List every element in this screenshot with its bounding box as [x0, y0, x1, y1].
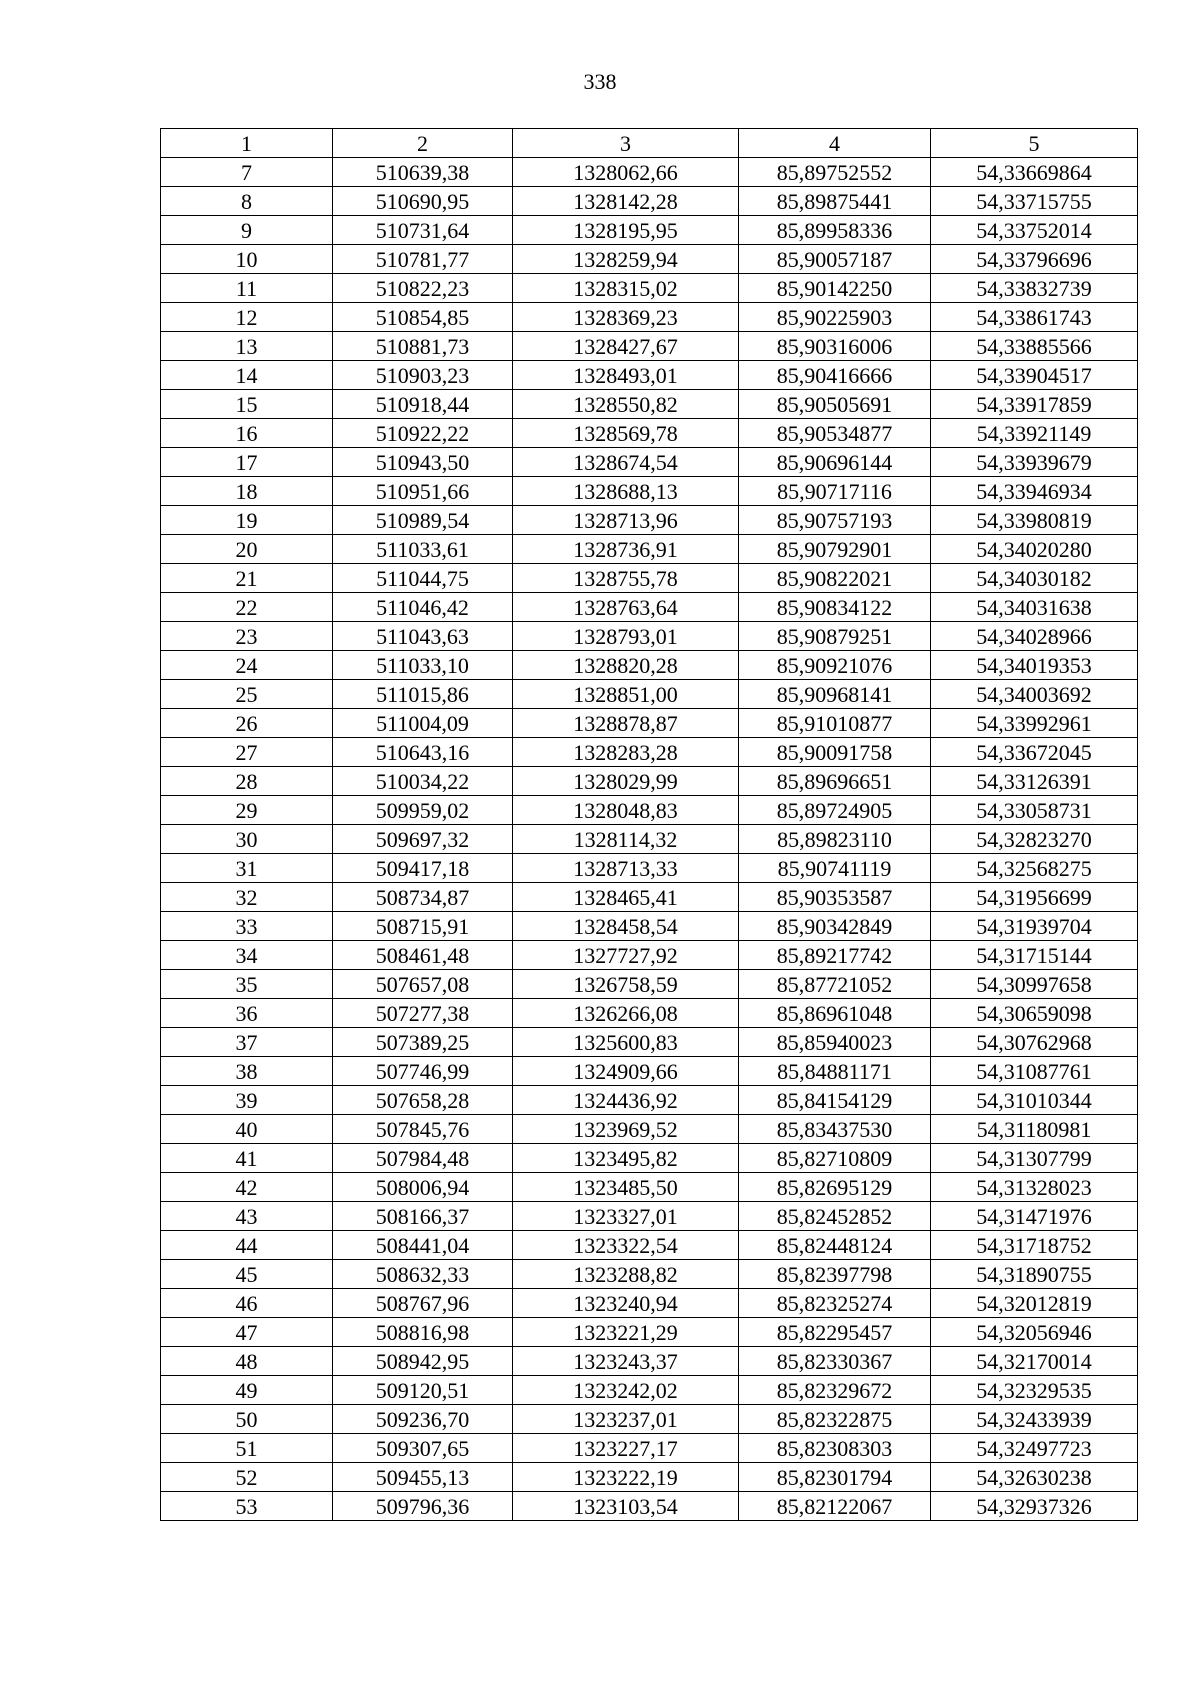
- table-cell: 507746,99: [333, 1057, 513, 1086]
- table-cell: 511044,75: [333, 564, 513, 593]
- table-cell: 507984,48: [333, 1144, 513, 1173]
- table-cell: 85,82295457: [739, 1318, 931, 1347]
- table-cell: 1323237,01: [513, 1405, 739, 1434]
- table-row: [161, 1318, 1138, 1347]
- table-cell: 507657,08: [333, 970, 513, 999]
- table-cell: 54,32056946: [931, 1318, 1138, 1347]
- table-cell: 507845,76: [333, 1115, 513, 1144]
- table-cell: 1328369,23: [513, 303, 739, 332]
- table-cell: 54,34031638: [931, 593, 1138, 622]
- table-cell: 54,32937326: [931, 1492, 1138, 1521]
- table-cell: 510639,38: [333, 158, 513, 187]
- table-cell: 47: [161, 1318, 333, 1347]
- column-header: 1: [161, 129, 333, 158]
- table-cell: 1328793,01: [513, 622, 739, 651]
- table-row: [161, 883, 1138, 912]
- table-cell: 85,90921076: [739, 651, 931, 680]
- table-cell: 85,86961048: [739, 999, 931, 1028]
- table-cell: 20: [161, 535, 333, 564]
- table-cell: 22: [161, 593, 333, 622]
- table-cell: 1323485,50: [513, 1173, 739, 1202]
- table-row: [161, 1463, 1138, 1492]
- table-cell: 54,32630238: [931, 1463, 1138, 1492]
- table-cell: 1328763,64: [513, 593, 739, 622]
- table-cell: 85,82325274: [739, 1289, 931, 1318]
- table-cell: 85,90757193: [739, 506, 931, 535]
- table-cell: 1328713,33: [513, 854, 739, 883]
- table-cell: 85,89696651: [739, 767, 931, 796]
- table-cell: 54,33885566: [931, 332, 1138, 361]
- table-cell: 510943,50: [333, 448, 513, 477]
- table-cell: 14: [161, 361, 333, 390]
- table-cell: 85,90792901: [739, 535, 931, 564]
- table-cell: 54,32012819: [931, 1289, 1138, 1318]
- table-cell: 507389,25: [333, 1028, 513, 1057]
- table-cell: 36: [161, 999, 333, 1028]
- table-cell: 85,82122067: [739, 1492, 931, 1521]
- table-cell: 1323240,94: [513, 1289, 739, 1318]
- table-cell: 1323327,01: [513, 1202, 739, 1231]
- table-cell: 1326758,59: [513, 970, 739, 999]
- table-cell: 510690,95: [333, 187, 513, 216]
- table-cell: 13: [161, 332, 333, 361]
- table-cell: 54,32170014: [931, 1347, 1138, 1376]
- table-cell: 30: [161, 825, 333, 854]
- table-cell: 54,33980819: [931, 506, 1138, 535]
- table-row: [161, 419, 1138, 448]
- table-cell: 508632,33: [333, 1260, 513, 1289]
- table-cell: 1323227,17: [513, 1434, 739, 1463]
- table-cell: 1328550,82: [513, 390, 739, 419]
- table-row: [161, 854, 1138, 883]
- table-cell: 510918,44: [333, 390, 513, 419]
- table-cell: 85,90505691: [739, 390, 931, 419]
- table-cell: 54,34019353: [931, 651, 1138, 680]
- table-cell: 85,90225903: [739, 303, 931, 332]
- table-cell: 54,33939679: [931, 448, 1138, 477]
- table-cell: 54,31718752: [931, 1231, 1138, 1260]
- table-cell: 54,31471976: [931, 1202, 1138, 1231]
- table-row: [161, 158, 1138, 187]
- table-cell: 1328458,54: [513, 912, 739, 941]
- table-row: [161, 941, 1138, 970]
- table-cell: 1328851,00: [513, 680, 739, 709]
- table-row: [161, 477, 1138, 506]
- table-cell: 54,33861743: [931, 303, 1138, 332]
- table-cell: 34: [161, 941, 333, 970]
- table-row: [161, 1028, 1138, 1057]
- column-header: 3: [513, 129, 739, 158]
- table-cell: 1328674,54: [513, 448, 739, 477]
- table-cell: 1323322,54: [513, 1231, 739, 1260]
- table-cell: 54,33832739: [931, 274, 1138, 303]
- table-cell: 54,34028966: [931, 622, 1138, 651]
- table-cell: 85,89875441: [739, 187, 931, 216]
- table-cell: 85,84154129: [739, 1086, 931, 1115]
- table-cell: 21: [161, 564, 333, 593]
- table-cell: 1328315,02: [513, 274, 739, 303]
- table-row: [161, 796, 1138, 825]
- table-cell: 510951,66: [333, 477, 513, 506]
- table-cell: 85,89752552: [739, 158, 931, 187]
- table-cell: 50: [161, 1405, 333, 1434]
- table-cell: 85,82710809: [739, 1144, 931, 1173]
- table-cell: 16: [161, 419, 333, 448]
- table-cell: 1328142,28: [513, 187, 739, 216]
- table-cell: 52: [161, 1463, 333, 1492]
- table-row: [161, 970, 1138, 999]
- table-cell: 29: [161, 796, 333, 825]
- table-cell: 509455,13: [333, 1463, 513, 1492]
- table-cell: 511004,09: [333, 709, 513, 738]
- table-cell: 24: [161, 651, 333, 680]
- table-cell: 85,82329672: [739, 1376, 931, 1405]
- table-row: [161, 303, 1138, 332]
- table-cell: 1328259,94: [513, 245, 739, 274]
- table-row: [161, 1144, 1138, 1173]
- table-row: [161, 767, 1138, 796]
- table-cell: 54,31890755: [931, 1260, 1138, 1289]
- table-cell: 85,90416666: [739, 361, 931, 390]
- table-cell: 37: [161, 1028, 333, 1057]
- table-cell: 54,31087761: [931, 1057, 1138, 1086]
- table-cell: 54,33672045: [931, 738, 1138, 767]
- table-cell: 35: [161, 970, 333, 999]
- table-cell: 23: [161, 622, 333, 651]
- table-cell: 85,90534877: [739, 419, 931, 448]
- table-cell: 26: [161, 709, 333, 738]
- table-cell: 85,87721052: [739, 970, 931, 999]
- table-cell: 45: [161, 1260, 333, 1289]
- table-cell: 1328114,32: [513, 825, 739, 854]
- table-row: [161, 535, 1138, 564]
- table-cell: 1328755,78: [513, 564, 739, 593]
- table-cell: 1328688,13: [513, 477, 739, 506]
- table-cell: 510903,23: [333, 361, 513, 390]
- table-cell: 33: [161, 912, 333, 941]
- table-row: [161, 390, 1138, 419]
- table-cell: 28: [161, 767, 333, 796]
- table-cell: 85,82695129: [739, 1173, 931, 1202]
- table-cell: 510989,54: [333, 506, 513, 535]
- table-cell: 510922,22: [333, 419, 513, 448]
- table-cell: 510731,64: [333, 216, 513, 245]
- table-cell: 510881,73: [333, 332, 513, 361]
- table-row: [161, 622, 1138, 651]
- table-cell: 85,89958336: [739, 216, 931, 245]
- table-cell: 1323495,82: [513, 1144, 739, 1173]
- table-cell: 85,84881171: [739, 1057, 931, 1086]
- table-cell: 32: [161, 883, 333, 912]
- table-cell: 10: [161, 245, 333, 274]
- table-cell: 49: [161, 1376, 333, 1405]
- table-cell: 85,90717116: [739, 477, 931, 506]
- table-cell: 54,33917859: [931, 390, 1138, 419]
- table-cell: 54,31956699: [931, 883, 1138, 912]
- table-cell: 510034,22: [333, 767, 513, 796]
- table-row: [161, 1173, 1138, 1202]
- table-cell: 19: [161, 506, 333, 535]
- table-cell: 85,90316006: [739, 332, 931, 361]
- table-body: [161, 129, 1138, 1521]
- table-cell: 54,33058731: [931, 796, 1138, 825]
- table-cell: 54,32823270: [931, 825, 1138, 854]
- table-row: [161, 593, 1138, 622]
- table-cell: 508441,04: [333, 1231, 513, 1260]
- table-cell: 54,31715144: [931, 941, 1138, 970]
- table-cell: 38: [161, 1057, 333, 1086]
- table-cell: 85,89217742: [739, 941, 931, 970]
- table-row: [161, 245, 1138, 274]
- table-cell: 1326266,08: [513, 999, 739, 1028]
- table-cell: 42: [161, 1173, 333, 1202]
- table-cell: 1328048,83: [513, 796, 739, 825]
- table-cell: 510781,77: [333, 245, 513, 274]
- table-cell: 54,32329535: [931, 1376, 1138, 1405]
- table-row: [161, 1347, 1138, 1376]
- table-cell: 85,82448124: [739, 1231, 931, 1260]
- table-cell: 7: [161, 158, 333, 187]
- table-cell: 1328820,28: [513, 651, 739, 680]
- table-row: [161, 1289, 1138, 1318]
- table-cell: 53: [161, 1492, 333, 1521]
- table-cell: 508734,87: [333, 883, 513, 912]
- table-cell: 85,90822021: [739, 564, 931, 593]
- table-cell: 1328569,78: [513, 419, 739, 448]
- table-cell: 54,32433939: [931, 1405, 1138, 1434]
- column-header: 4: [739, 129, 931, 158]
- table-cell: 11: [161, 274, 333, 303]
- table-cell: 508942,95: [333, 1347, 513, 1376]
- table-row: [161, 1405, 1138, 1434]
- table-row: [161, 216, 1138, 245]
- table-cell: 25: [161, 680, 333, 709]
- table-cell: 48: [161, 1347, 333, 1376]
- table-cell: 85,90879251: [739, 622, 931, 651]
- table-cell: 1323288,82: [513, 1260, 739, 1289]
- table-cell: 1323242,02: [513, 1376, 739, 1405]
- table-cell: 85,82301794: [739, 1463, 931, 1492]
- table-cell: 511033,10: [333, 651, 513, 680]
- table-cell: 1327727,92: [513, 941, 739, 970]
- table-cell: 1328493,01: [513, 361, 739, 390]
- table-cell: 1328195,95: [513, 216, 739, 245]
- table-cell: 511015,86: [333, 680, 513, 709]
- table-cell: 508166,37: [333, 1202, 513, 1231]
- table-cell: 507277,38: [333, 999, 513, 1028]
- table-cell: 54,33992961: [931, 709, 1138, 738]
- table-cell: 1323103,54: [513, 1492, 739, 1521]
- table-cell: 1323243,37: [513, 1347, 739, 1376]
- table-cell: 508767,96: [333, 1289, 513, 1318]
- table-cell: 511043,63: [333, 622, 513, 651]
- table-cell: 85,82308303: [739, 1434, 931, 1463]
- table-cell: 85,90057187: [739, 245, 931, 274]
- table-cell: 510854,85: [333, 303, 513, 332]
- table-cell: 508816,98: [333, 1318, 513, 1347]
- table-cell: 54,33669864: [931, 158, 1138, 187]
- table-cell: 509417,18: [333, 854, 513, 883]
- table-cell: 509959,02: [333, 796, 513, 825]
- table-cell: 510822,23: [333, 274, 513, 303]
- table-cell: 85,83437530: [739, 1115, 931, 1144]
- table-cell: 85,90142250: [739, 274, 931, 303]
- table-row: [161, 564, 1138, 593]
- table-cell: 40: [161, 1115, 333, 1144]
- table-cell: 1323969,52: [513, 1115, 739, 1144]
- table-cell: 511046,42: [333, 593, 513, 622]
- table-cell: 85,89724905: [739, 796, 931, 825]
- table-row: [161, 680, 1138, 709]
- table-cell: 46: [161, 1289, 333, 1318]
- table-cell: 509697,32: [333, 825, 513, 854]
- table-cell: 44: [161, 1231, 333, 1260]
- column-header: 5: [931, 129, 1138, 158]
- table-cell: 41: [161, 1144, 333, 1173]
- table-cell: 1328283,28: [513, 738, 739, 767]
- table-cell: 1328427,67: [513, 332, 739, 361]
- table-cell: 85,89823110: [739, 825, 931, 854]
- table-row: [161, 187, 1138, 216]
- page-number: 338: [583, 69, 617, 94]
- table-row: [161, 1086, 1138, 1115]
- table-cell: 17: [161, 448, 333, 477]
- table-cell: 54,33904517: [931, 361, 1138, 390]
- table-cell: 54,30659098: [931, 999, 1138, 1028]
- table-row: [161, 912, 1138, 941]
- table-cell: 1323221,29: [513, 1318, 739, 1347]
- table-row: [161, 274, 1138, 303]
- table-cell: 1328878,87: [513, 709, 739, 738]
- table-row: [161, 1434, 1138, 1463]
- table-cell: 39: [161, 1086, 333, 1115]
- table-cell: 31: [161, 854, 333, 883]
- table-row: [161, 1376, 1138, 1405]
- table-cell: 54,33946934: [931, 477, 1138, 506]
- table-cell: 85,90968141: [739, 680, 931, 709]
- table-cell: 85,85940023: [739, 1028, 931, 1057]
- table-cell: 509236,70: [333, 1405, 513, 1434]
- table-cell: 1328736,91: [513, 535, 739, 564]
- table-cell: 9: [161, 216, 333, 245]
- table-cell: 51: [161, 1434, 333, 1463]
- table-row: [161, 448, 1138, 477]
- table-row: [161, 1115, 1138, 1144]
- table-cell: 85,90353587: [739, 883, 931, 912]
- table-cell: 507658,28: [333, 1086, 513, 1115]
- table-row: [161, 825, 1138, 854]
- table-cell: 54,31328023: [931, 1173, 1138, 1202]
- table-cell: 54,34020280: [931, 535, 1138, 564]
- table-cell: 8: [161, 187, 333, 216]
- table-cell: 85,90342849: [739, 912, 931, 941]
- coordinates-table: [160, 128, 1138, 1521]
- table-cell: 85,90696144: [739, 448, 931, 477]
- table-cell: 85,90091758: [739, 738, 931, 767]
- table-row: [161, 1260, 1138, 1289]
- table-cell: 85,91010877: [739, 709, 931, 738]
- table-cell: 85,82397798: [739, 1260, 931, 1289]
- table-cell: 54,33921149: [931, 419, 1138, 448]
- table-cell: 54,30997658: [931, 970, 1138, 999]
- table-cell: 54,34003692: [931, 680, 1138, 709]
- table-row: [161, 709, 1138, 738]
- table-cell: 18: [161, 477, 333, 506]
- table-cell: 54,32568275: [931, 854, 1138, 883]
- table-row: [161, 999, 1138, 1028]
- table-row: [161, 332, 1138, 361]
- table-row: [161, 1492, 1138, 1521]
- table-cell: 54,32497723: [931, 1434, 1138, 1463]
- table-row: [161, 738, 1138, 767]
- table-row: [161, 361, 1138, 390]
- table-cell: 54,33715755: [931, 187, 1138, 216]
- table-row: [161, 1202, 1138, 1231]
- table-cell: 85,82452852: [739, 1202, 931, 1231]
- table-cell: 54,31010344: [931, 1086, 1138, 1115]
- table-header-row: [161, 129, 1138, 158]
- table-cell: 54,33126391: [931, 767, 1138, 796]
- table-cell: 509307,65: [333, 1434, 513, 1463]
- table-cell: 85,90834122: [739, 593, 931, 622]
- table-cell: 54,33796696: [931, 245, 1138, 274]
- table-cell: 1324436,92: [513, 1086, 739, 1115]
- table-cell: 1328465,41: [513, 883, 739, 912]
- table-cell: 509120,51: [333, 1376, 513, 1405]
- table-cell: 508006,94: [333, 1173, 513, 1202]
- table-cell: 508715,91: [333, 912, 513, 941]
- table-cell: 43: [161, 1202, 333, 1231]
- table-cell: 54,31307799: [931, 1144, 1138, 1173]
- table-cell: 1324909,66: [513, 1057, 739, 1086]
- table-cell: 54,30762968: [931, 1028, 1138, 1057]
- table-cell: 85,90741119: [739, 854, 931, 883]
- table-cell: 12: [161, 303, 333, 332]
- table-cell: 1328029,99: [513, 767, 739, 796]
- table-cell: 27: [161, 738, 333, 767]
- table-cell: 54,31939704: [931, 912, 1138, 941]
- table-row: [161, 1057, 1138, 1086]
- table-cell: 15: [161, 390, 333, 419]
- table-cell: 54,31180981: [931, 1115, 1138, 1144]
- table-cell: 1328713,96: [513, 506, 739, 535]
- table-row: [161, 1231, 1138, 1260]
- table-cell: 510643,16: [333, 738, 513, 767]
- table-cell: 508461,48: [333, 941, 513, 970]
- table-cell: 509796,36: [333, 1492, 513, 1521]
- table-cell: 1323222,19: [513, 1463, 739, 1492]
- table-cell: 1325600,83: [513, 1028, 739, 1057]
- table-cell: 1328062,66: [513, 158, 739, 187]
- column-header: 2: [333, 129, 513, 158]
- table-cell: 511033,61: [333, 535, 513, 564]
- table-cell: 54,33752014: [931, 216, 1138, 245]
- table-row: [161, 651, 1138, 680]
- table-row: [161, 506, 1138, 535]
- table-cell: 54,34030182: [931, 564, 1138, 593]
- table-cell: 85,82322875: [739, 1405, 931, 1434]
- table-cell: 85,82330367: [739, 1347, 931, 1376]
